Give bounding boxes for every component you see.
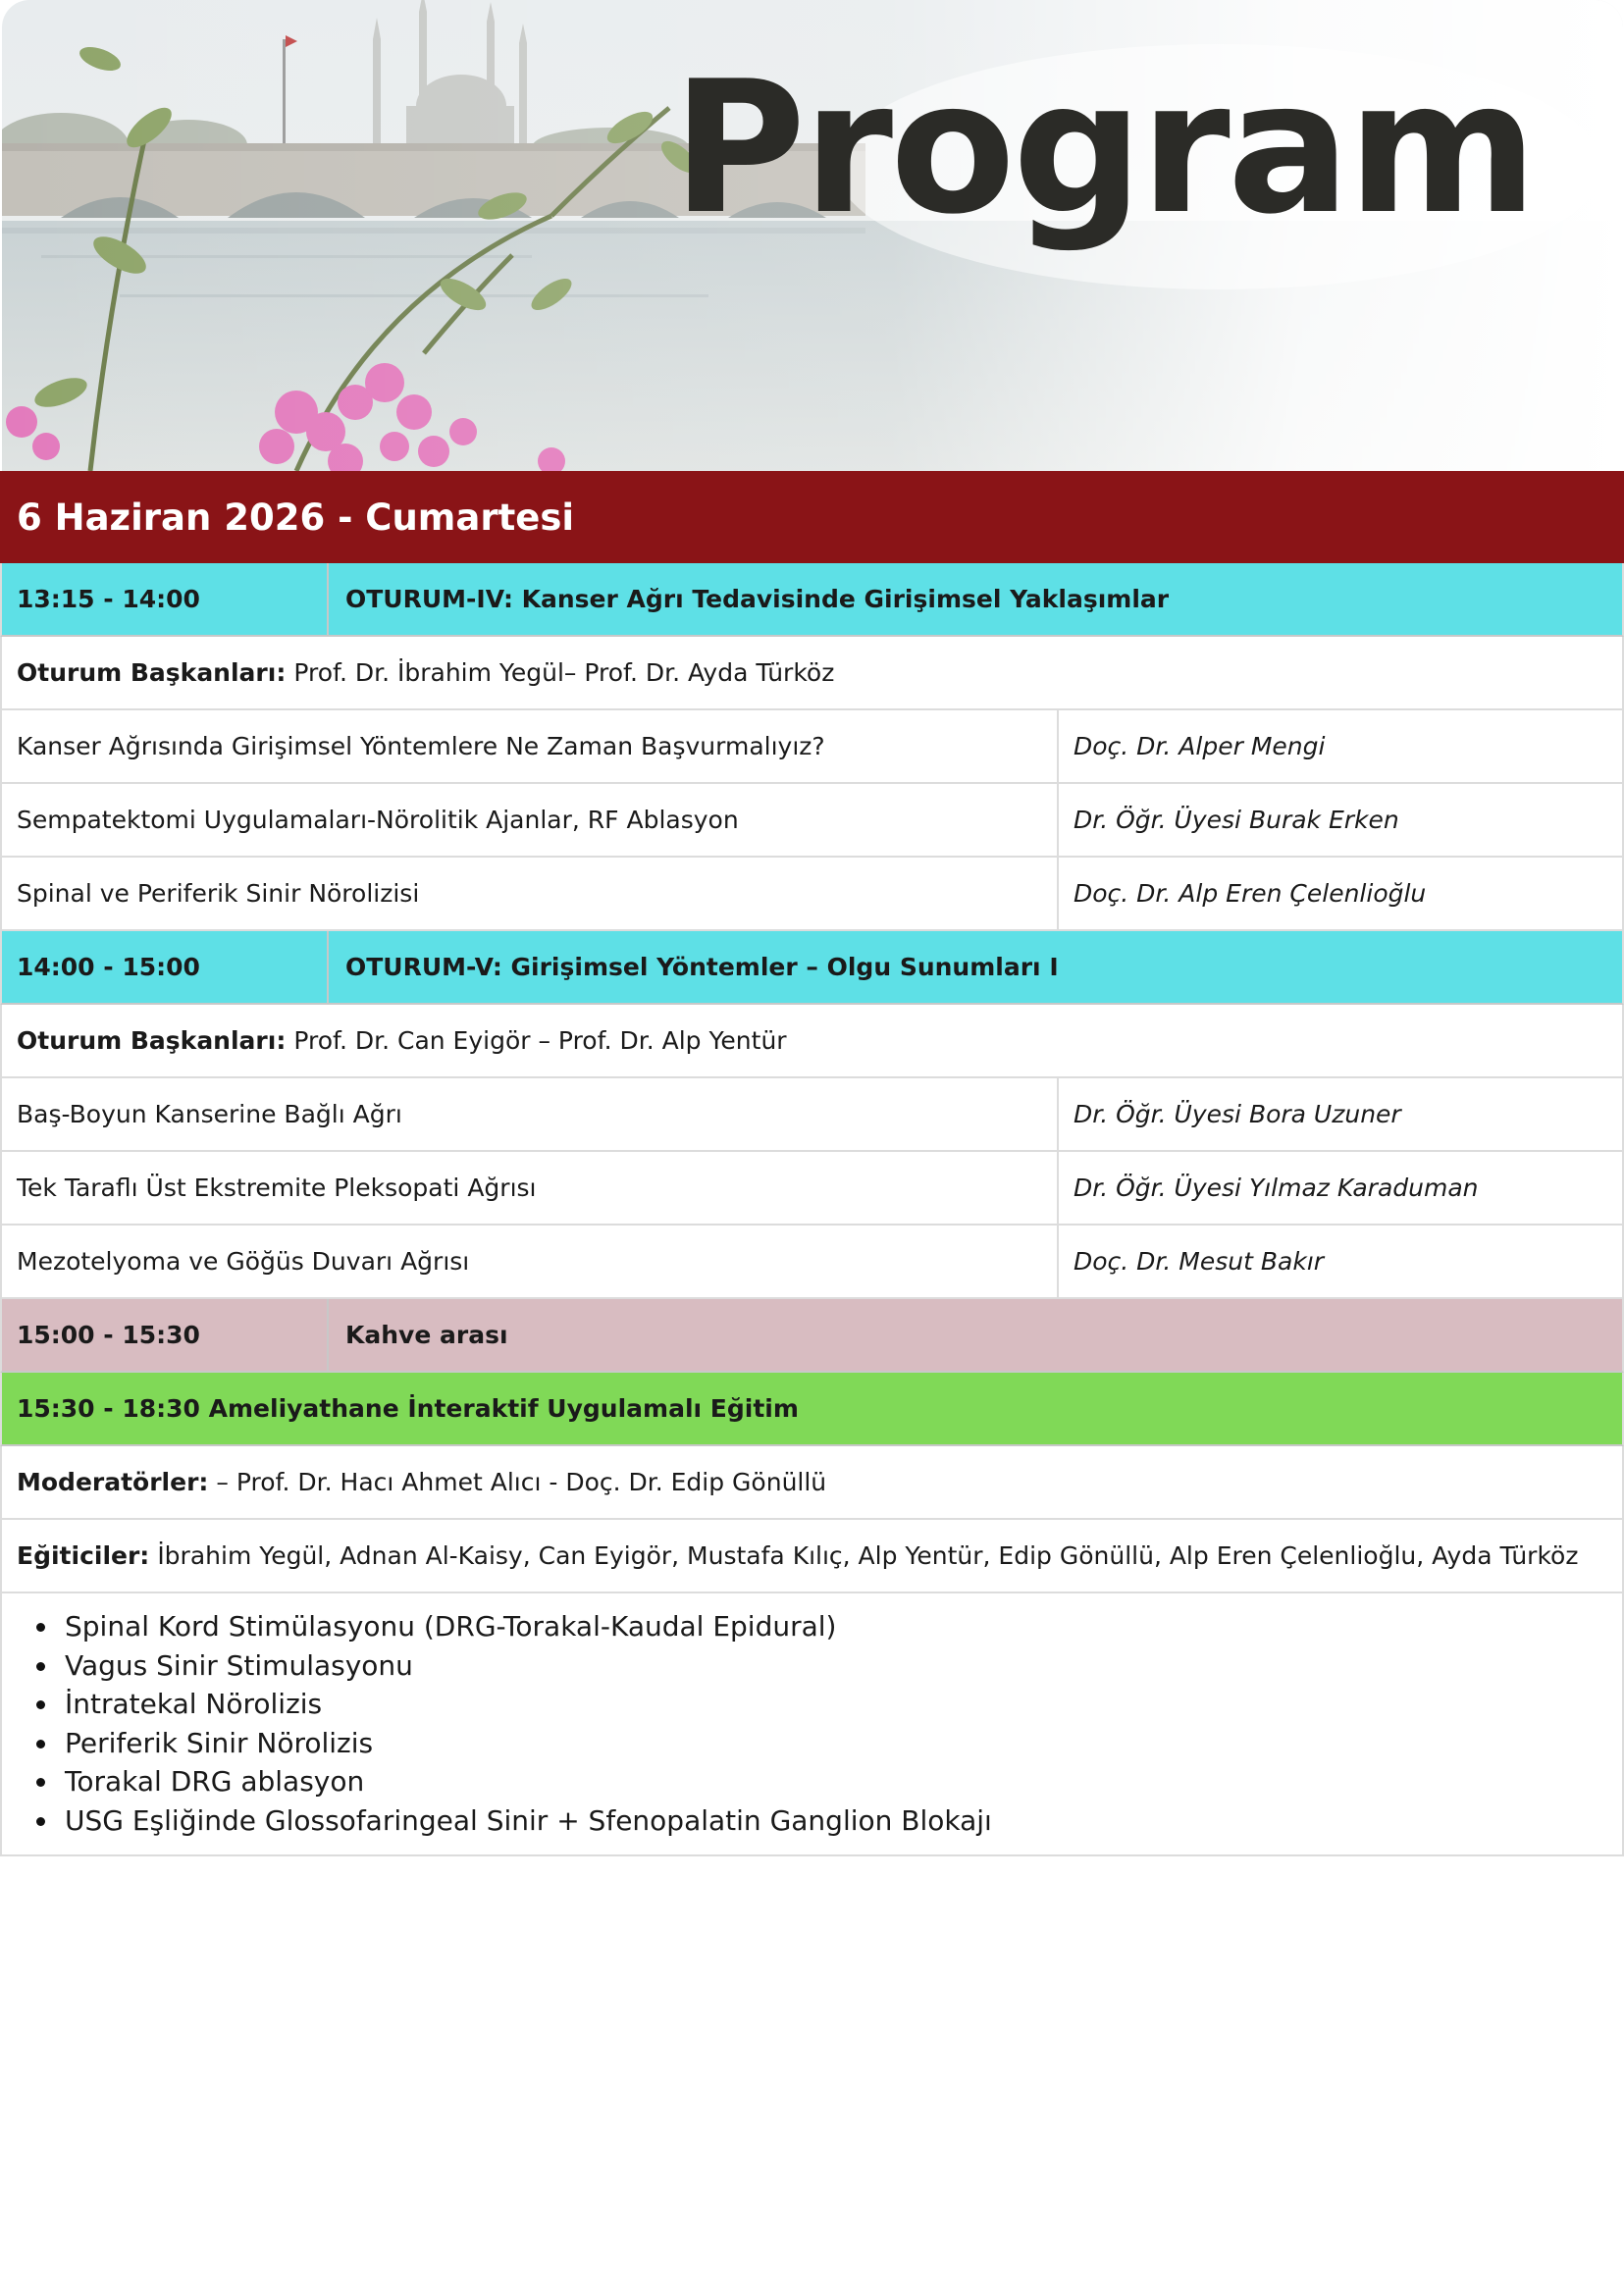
day-header: 6 Haziran 2026 - Cumartesi [0, 471, 1624, 563]
talk-speaker: Dr. Öğr. Üyesi Yılmaz Karaduman [1074, 1174, 1479, 1202]
session-time: 14:00 - 15:00 [2, 931, 329, 1003]
schedule [0, 471, 1624, 1856]
talk-row [0, 784, 1624, 858]
session-v-header [0, 931, 1624, 1005]
workshop-moderators [0, 1446, 1624, 1520]
trainers-label: Eğiticiler: [17, 1541, 150, 1570]
talk-row [0, 858, 1624, 931]
list-item: İntratekal Nörolizis [65, 1685, 1622, 1724]
talk-title: Sempatektomi Uygulamaları-Nörolitik Ajanlar, RF Ablasyon [2, 784, 1059, 856]
list-item: Spinal Kord Stimülasyonu (DRG-Torakal-Kaudal Epidural) [65, 1607, 1622, 1646]
talk-row [0, 1152, 1624, 1226]
chairs-label: Oturum Başkanları: [17, 658, 287, 687]
list-item: Periferik Sinir Nörolizis [65, 1724, 1622, 1763]
hero-banner [2, 0, 1623, 471]
workshop-title: 15:30 - 18:30 Ameliyathane İnteraktif Uygulamalı Eğitim [17, 1394, 799, 1423]
talk-speaker: Dr. Öğr. Üyesi Bora Uzuner [1074, 1100, 1401, 1128]
workshop-topics [0, 1593, 1624, 1856]
page-title: Program [671, 41, 1535, 254]
talk-speaker: Doç. Dr. Alp Eren Çelenlioğlu [1074, 879, 1427, 908]
chairs-label: Oturum Başkanları: [17, 1026, 287, 1055]
workshop-header [0, 1373, 1624, 1446]
talk-row [0, 1226, 1624, 1299]
chairs-names: Prof. Dr. Can Eyigör – Prof. Dr. Alp Yentür [293, 1026, 787, 1055]
list-item: Torakal DRG ablasyon [65, 1762, 1622, 1801]
talk-row [0, 710, 1624, 784]
talk-title: Kanser Ağrısında Girişimsel Yöntemlere Ne Zaman Başvurmalıyız? [2, 710, 1059, 782]
talk-title: Tek Taraflı Üst Ekstremite Pleksopati Ağrısı [2, 1152, 1059, 1224]
coffee-break-row [0, 1299, 1624, 1373]
session-title: OTURUM-IV: Kanser Ağrı Tedavisinde Girişimsel Yaklaşımlar [345, 585, 1170, 613]
moderators-label: Moderatörler: [17, 1468, 209, 1496]
talk-title: Spinal ve Periferik Sinir Nörolizisi [2, 858, 1059, 929]
workshop-trainers [0, 1520, 1624, 1593]
session-iv-header [0, 563, 1624, 637]
talk-title: Mezotelyoma ve Göğüs Duvarı Ağrısı [2, 1226, 1059, 1297]
session-time: 13:15 - 14:00 [2, 563, 329, 635]
session-chairs [0, 637, 1624, 710]
moderators-names: – Prof. Dr. Hacı Ahmet Alıcı - Doç. Dr. Edip Gönüllü [216, 1468, 827, 1496]
trainers-names: İbrahim Yegül, Adnan Al-Kaisy, Can Eyigör, Mustafa Kılıç, Alp Yentür, Edip Gönüllü, Alp Eren Çelenlioğlu, Ayda Türköz [157, 1541, 1579, 1570]
chairs-names: Prof. Dr. İbrahim Yegül– Prof. Dr. Ayda Türköz [293, 658, 835, 687]
break-title: Kahve arası [345, 1321, 508, 1349]
list-item: USG Eşliğinde Glossofaringeal Sinir + Sfenopalatin Ganglion Blokajı [65, 1801, 1622, 1841]
talk-speaker: Doç. Dr. Alper Mengi [1074, 732, 1326, 760]
talk-title: Baş-Boyun Kanserine Bağlı Ağrı [2, 1078, 1059, 1150]
session-title: OTURUM-V: Girişimsel Yöntemler – Olgu Sunumları I [345, 953, 1059, 981]
break-time: 15:00 - 15:30 [2, 1299, 329, 1371]
talk-speaker: Doç. Dr. Mesut Bakır [1074, 1247, 1325, 1276]
topic-list [2, 1607, 1622, 1841]
list-item: Vagus Sinir Stimulasyonu [65, 1646, 1622, 1686]
talk-row [0, 1078, 1624, 1152]
talk-speaker: Dr. Öğr. Üyesi Burak Erken [1074, 806, 1399, 834]
session-chairs [0, 1005, 1624, 1078]
